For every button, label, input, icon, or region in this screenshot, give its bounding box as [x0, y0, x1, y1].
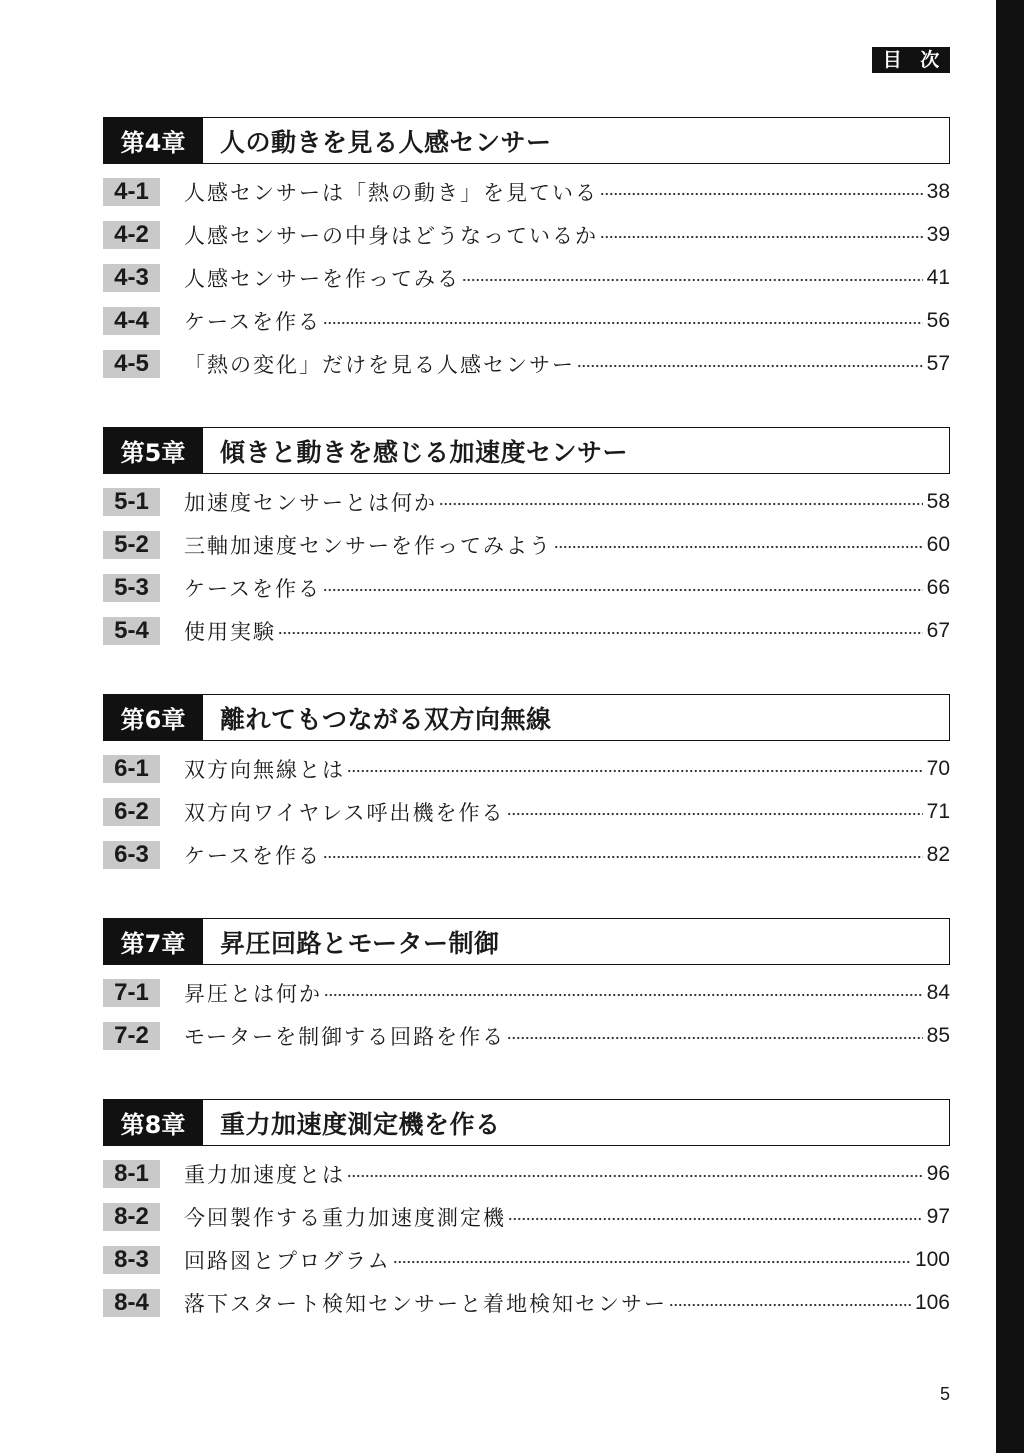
dot-leader	[324, 993, 923, 997]
section-page-number: 67	[926, 619, 950, 642]
section-title: 人感センサーは「熱の動き」を見ている	[184, 181, 598, 205]
toc-entry	[103, 1239, 950, 1282]
chapter-title: 人の動きを見る人感センサー	[203, 117, 950, 164]
section-list	[103, 965, 950, 1058]
toc-entry	[103, 791, 950, 834]
section-list	[103, 741, 950, 877]
section-page-number: 96	[926, 1162, 950, 1185]
toc-entry	[103, 1153, 950, 1196]
section-title: 三軸加速度センサーを作ってみよう	[184, 534, 552, 558]
toc-entry	[103, 834, 950, 877]
dot-leader	[347, 769, 923, 773]
section-page-number: 100	[914, 1248, 950, 1271]
toc-entry	[103, 1196, 950, 1239]
dot-leader	[439, 502, 923, 506]
toc-entry	[103, 300, 950, 343]
chapter-header	[103, 694, 950, 741]
dot-leader	[577, 364, 923, 368]
dot-leader	[347, 1174, 923, 1178]
chapter-header	[103, 117, 950, 164]
page-number: 5	[939, 1384, 950, 1404]
chapter-label: 第4章	[103, 117, 203, 164]
section-page-number: 97	[926, 1205, 950, 1228]
section-page-number: 85	[926, 1024, 950, 1047]
section-title: 回路図とプログラム	[184, 1249, 391, 1273]
section-list	[103, 1146, 950, 1325]
section-title: 今回製作する重力加速度測定機	[184, 1206, 506, 1230]
chapter	[103, 1099, 950, 1325]
chapter-title: 昇圧回路とモーター制御	[203, 918, 950, 965]
chapter-title: 傾きと動きを感じる加速度センサー	[203, 427, 950, 474]
section-page-number: 41	[926, 266, 950, 289]
toc-entry	[103, 481, 950, 524]
section-page-number: 71	[926, 800, 950, 823]
section-title: 人感センサーを作ってみる	[184, 267, 460, 291]
section-title: 「熱の変化」だけを見る人感センサー	[184, 353, 575, 377]
section-number: 5-4	[103, 617, 160, 645]
section-title: 双方向ワイヤレス呼出機を作る	[184, 801, 505, 825]
dot-leader	[323, 321, 923, 325]
chapter-header	[103, 427, 950, 474]
page-edge-bar	[996, 0, 1024, 1453]
section-number: 4-2	[103, 221, 160, 249]
section-number: 4-4	[103, 307, 160, 335]
section-number: 8-2	[103, 1203, 160, 1231]
chapter-label: 第6章	[103, 694, 203, 741]
section-title: 重力加速度とは	[184, 1163, 345, 1187]
toc-entry	[103, 524, 950, 567]
chapter	[103, 427, 950, 653]
dot-leader	[462, 278, 923, 282]
toc-entry	[103, 171, 950, 214]
toc-entry	[103, 1015, 950, 1058]
chapter-header	[103, 1099, 950, 1146]
section-page-number: 58	[926, 490, 950, 513]
section-title: 落下スタート検知センサーと着地検知センサー	[184, 1292, 667, 1316]
chapter-label: 第8章	[103, 1099, 203, 1146]
section-number: 7-2	[103, 1022, 160, 1050]
section-number: 8-4	[103, 1289, 160, 1317]
chapter	[103, 117, 950, 386]
section-list	[103, 164, 950, 386]
dot-leader	[554, 545, 923, 549]
section-number: 5-1	[103, 488, 160, 516]
dot-leader	[323, 588, 923, 592]
section-title: 双方向無線とは	[184, 758, 345, 782]
dot-leader	[600, 235, 923, 239]
section-page-number: 38	[926, 180, 950, 203]
toc-entry	[103, 1282, 950, 1325]
toc-entry	[103, 214, 950, 257]
section-page-number: 82	[926, 843, 950, 866]
toc	[103, 117, 950, 1325]
section-page-number: 39	[926, 223, 950, 246]
chapter-label: 第7章	[103, 918, 203, 965]
toc-entry	[103, 343, 950, 386]
section-number: 4-3	[103, 264, 160, 292]
section-number: 5-2	[103, 531, 160, 559]
section-title: ケースを作る	[184, 310, 321, 334]
dot-leader	[393, 1260, 911, 1264]
toc-entry	[103, 257, 950, 300]
section-number: 8-3	[103, 1246, 160, 1274]
toc-entry	[103, 748, 950, 791]
dot-leader	[507, 812, 923, 816]
chapter	[103, 918, 950, 1058]
chapter	[103, 694, 950, 877]
dot-leader	[600, 192, 923, 196]
dot-leader	[669, 1303, 911, 1307]
section-page-number: 70	[926, 757, 950, 780]
dot-leader	[278, 631, 923, 635]
toc-entry	[103, 610, 950, 653]
section-title: ケースを作る	[184, 844, 321, 868]
section-page-number: 66	[926, 576, 950, 599]
section-title: 使用実験	[184, 620, 276, 644]
dot-leader	[508, 1217, 923, 1221]
toc-heading-tag: 目 次	[872, 47, 950, 73]
section-number: 6-2	[103, 798, 160, 826]
section-title: モーターを制御する回路を作る	[184, 1025, 506, 1049]
chapter-title: 重力加速度測定機を作る	[203, 1099, 950, 1146]
toc-entry	[103, 567, 950, 610]
dot-leader	[323, 855, 923, 859]
chapter-label: 第5章	[103, 427, 203, 474]
chapter-title: 離れてもつながる双方向無線	[203, 694, 950, 741]
section-number: 6-1	[103, 755, 160, 783]
section-number: 7-1	[103, 979, 160, 1007]
section-title: 人感センサーの中身はどうなっているか	[184, 224, 598, 248]
section-number: 4-5	[103, 350, 160, 378]
section-page-number: 57	[926, 352, 950, 375]
section-title: ケースを作る	[184, 577, 321, 601]
section-number: 4-1	[103, 178, 160, 206]
chapter-header	[103, 918, 950, 965]
dot-leader	[507, 1036, 922, 1040]
section-number: 8-1	[103, 1160, 160, 1188]
section-title: 加速度センサーとは何か	[184, 491, 437, 515]
section-number: 6-3	[103, 841, 160, 869]
section-title: 昇圧とは何か	[184, 982, 322, 1006]
section-list	[103, 474, 950, 653]
section-number: 5-3	[103, 574, 160, 602]
section-page-number: 106	[914, 1291, 950, 1314]
toc-entry	[103, 972, 950, 1015]
section-page-number: 84	[926, 981, 950, 1004]
section-page-number: 60	[926, 533, 950, 556]
section-page-number: 56	[926, 309, 950, 332]
